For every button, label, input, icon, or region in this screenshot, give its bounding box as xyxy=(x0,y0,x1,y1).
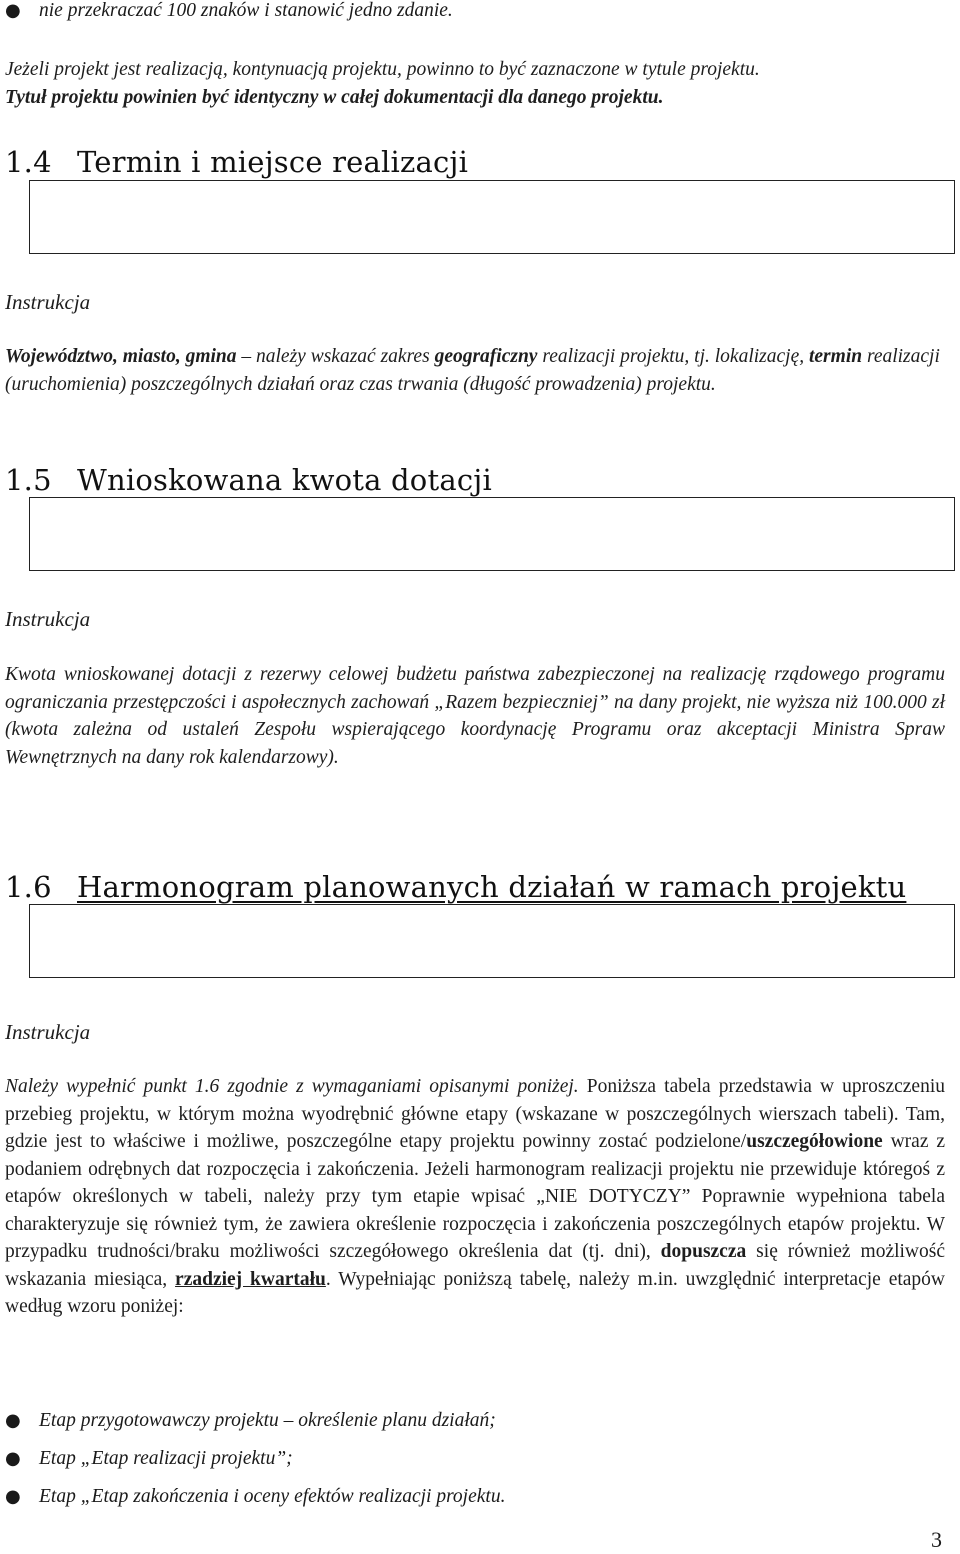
title-note-line-1: Jeżeli projekt jest realizacją, kontynuacją projektu, powinno to być zaznaczone w tytule projektu. xyxy=(5,59,760,80)
title-note xyxy=(5,56,945,111)
stage-text: Etap „Etap zakończenia i oceny efektów realizacji projektu. xyxy=(39,1486,506,1507)
section-number: 1.6 xyxy=(5,870,52,904)
schedule-field[interactable] xyxy=(29,904,955,978)
section-title: Termin i miejsce realizacji xyxy=(77,145,469,179)
section-heading-1-5 xyxy=(5,463,492,497)
bold-phrase: Województwo, miasto, gmina xyxy=(5,346,237,367)
stage-text: Etap „Etap realizacji projektu”; xyxy=(39,1448,293,1469)
instruction-label: Instrukcja xyxy=(5,290,91,314)
term-location-field[interactable] xyxy=(29,180,955,254)
bold-phrase: uszczegółowione xyxy=(746,1131,883,1152)
bullet-icon: ● xyxy=(5,1410,21,1431)
list-item xyxy=(5,1486,505,1508)
section-heading-1-6 xyxy=(5,870,906,904)
bullet-text: nie przekraczać 100 znaków i stanowić jedno zdanie. xyxy=(39,0,453,21)
instruction-text-1-6: Należy wypełnić punkt 1.6 zgodnie z wymaganiami opisanymi poniżej. Poniższa tabela przedstawia w uproszczeniu przebieg projektu, w którym można wyodrębnić główne etapy (wskazane w poszczególnych wierszach tabeli). Tam, gdzie jest to właściwe i możliwe, poszczególne etapy projektu powinny zostać podzielone/uszczegółowione wraz z podaniem odrębnych dat rozpoczęcia i zakończenia. Jeżeli harmonogram realizacji projektu nie przewiduje któregoś z etapów określonych w tabeli, należy przy tym etapie wpisać „NIE DOTYCZY” Poprawnie wypełniona tabela charakteryzuje się również tym, że zawiera określenie rozpoczęcia i zakończenia poszczególnych etapów projektu. W przypadku trudności/braku możliwości szczegółowego określenia dat (tj. dni), dopuszcza się również możliwość wskazania miesiąca, rzadziej kwartału. Wypełniając poniższą tabelę, należy m.in. uwzględnić interpretacje etapów według wzoru poniżej: xyxy=(5,1076,946,1317)
section-title: Harmonogram planowanych działań w ramach projektu xyxy=(77,870,907,904)
bullet-icon: ● xyxy=(5,0,21,21)
bold-phrase: rzadziej kwartału xyxy=(175,1268,326,1290)
section-title: Wnioskowana kwota dotacji xyxy=(77,463,492,497)
bold-phrase: geograficzny xyxy=(434,346,538,367)
instruction-text-1-4: Województwo, miasto, gmina – należy wskazać zakres geograficzny realizacji projektu, tj. lokalizację, termin realizacji (uruchomienia) poszczególnych działań oraz czas trwania (długość prowadzenia) projektu. xyxy=(5,346,940,395)
bullet-icon: ● xyxy=(5,1448,21,1469)
bold-phrase: dopuszcza xyxy=(660,1241,747,1262)
list-item xyxy=(5,1410,496,1432)
grant-amount-field[interactable] xyxy=(29,497,955,571)
bold-phrase: termin xyxy=(808,346,863,367)
title-note-line-2: Tytuł projektu powinien być identyczny w całej dokumentacji dla danego projektu. xyxy=(5,86,664,108)
instruction-label: Instrukcja xyxy=(5,607,91,631)
section-heading-1-4 xyxy=(5,145,468,179)
list-item xyxy=(5,1448,293,1470)
stage-text: Etap przygotowawczy projektu – określenie planu działań; xyxy=(39,1410,496,1431)
page-number: 3 xyxy=(931,1527,942,1552)
section-number: 1.4 xyxy=(5,145,52,179)
bullet-icon: ● xyxy=(5,1486,21,1507)
list-item xyxy=(5,0,453,22)
instruction-label: Instrukcja xyxy=(5,1020,91,1044)
section-number: 1.5 xyxy=(5,463,52,497)
instruction-text-1-5: Kwota wnioskowanej dotacji z rezerwy celowej budżetu państwa zabezpieczonej na realizację rządowego programu ograniczania przestępczości i aspołecznych zachowań „Razem bezpieczniej” na dany projekt, nie wyższa niż 100.000 zł (kwota zależna od ustaleń Zespołu wspierającego koordynację Programu oraz akceptacji Ministra Spraw Wewnętrznych na dany rok kalendarzowy). xyxy=(5,664,945,768)
